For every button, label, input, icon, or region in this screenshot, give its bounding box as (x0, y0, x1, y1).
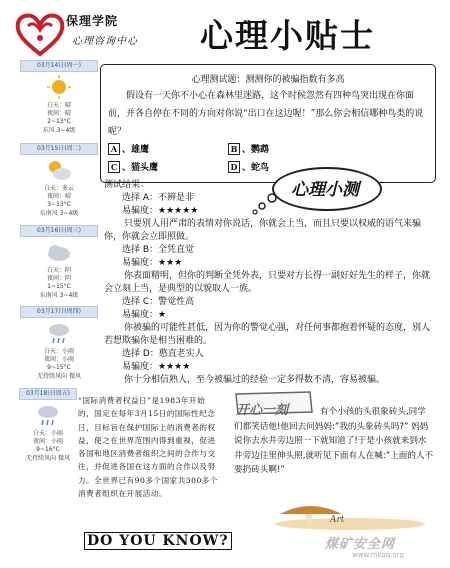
result-b-rate: 易骗度：★★★ (122, 258, 183, 268)
rain-icon (18, 402, 78, 428)
center-name: 保理学院 (66, 14, 119, 28)
weather-night-text: 夜间：晴 (46, 110, 71, 118)
bubble-label: 心理小测 (291, 180, 359, 200)
logo-heart-icon (14, 10, 66, 58)
weather-wind: 无持续风向 微风 (26, 454, 70, 462)
result-a-choice: 选择 A：不辨是非 (122, 193, 195, 203)
weather-day-1 (18, 60, 100, 135)
quiz-question-area (108, 87, 430, 177)
mushroom-illustration-icon (270, 492, 430, 532)
result-a-desc: 只要别人用严肃的表情对你说话，你就会上当，而且只要以权威的语气来骗你，你就会立即照做。 (104, 219, 422, 242)
joke-text: 有个小孩的头很象砖头,同学们都笑话他!他回去问妈妈:”我的头象砖头吗?” 妈妈说你去水井旁边照一下就知道了!于是小孩就来到水井旁边往里伸头照,就听见下面有人在喊:”上面的人不要扔砖头啊!” (234, 407, 434, 475)
result-c-rate: 易骗度：★ (122, 310, 167, 320)
quiz-heading: 心理测试题：测测你的被骗指数有多高 (191, 75, 345, 85)
weather-day-3 (18, 225, 100, 300)
consumer-day-article: “国际消费者权益日”是1983年开始的，国定在每年3月15日的国际性纪念日，目标旨在保护国际上的消费者的权益，使之在世界范围内得到重视，促进各国和地区消费者组织之间的合作与交往，并促进各国在这方面的合作以及努力。全世界已有90多个国家共300多个消费者组织在开展活动。 (78, 396, 218, 499)
weather-night-text: 夜间：晴 (46, 193, 71, 201)
result-d-choice: 选择 D：憨直老实人 (122, 349, 204, 359)
weather-date: 03月16日(周三) (20, 225, 98, 237)
result-b-desc: 你表面精明，但你的判断全凭外表，只要对方长得一副好好先生的样子，你就会立刻上当，是典型的以貌取人一族。 (104, 271, 431, 294)
quiz-options-row-1 (108, 141, 348, 159)
weather-day-4 (18, 306, 100, 381)
weather-date: 03月15日(周二) (20, 143, 98, 155)
result-b-choice: 选择 B：全凭直觉 (122, 245, 195, 255)
weather-temp: 3~13°C (47, 201, 71, 209)
weather-wind: 东南风 3~4级 (39, 209, 79, 217)
weather-wind: 无持续风向 微风 (37, 372, 81, 380)
quiz-option-a: A 、雄鹰 (108, 141, 228, 159)
weather-temp: 9~16°C (36, 446, 60, 454)
do-you-know-banner: DO YOU KNOW? (84, 532, 234, 550)
svg-text:Art: Art (330, 515, 345, 525)
results-title: 测试结果： (104, 180, 150, 190)
quiz-option-b: B 、鹦鹉 (228, 141, 348, 159)
weather-temp: 9~15°C (47, 364, 71, 372)
weather-day-2 (18, 143, 100, 218)
center-subname: 心理咨询中心 (72, 36, 138, 47)
cloud-sun-icon (18, 157, 100, 183)
weather-night-text: 夜间：小雨 (32, 438, 63, 446)
result-c-desc: 你被骗的可能性甚低，因为你的警觉心强，对任何事都抱着怀疑的态度，别人若想欺骗你是相当困难的。 (104, 323, 431, 346)
result-c-choice: 选择 C：警觉性高 (122, 297, 195, 307)
result-d-rate: 易骗度：★★★★ (122, 362, 191, 372)
watermark-url: www.mkaq.org (352, 551, 404, 559)
weather-night-text: 夜间：小雨 (43, 356, 74, 364)
quiz-option-d: D 、蛇鸟 (228, 159, 348, 177)
joke-title: 开心一刻 (236, 403, 289, 418)
page-title: 心理小贴士 (200, 16, 375, 55)
weather-wind: 东风 3~4级 (42, 126, 76, 134)
result-d-desc: 你十分相信熟人，至今被骗过的经验一定多得数不清，容易被骗。 (124, 375, 386, 385)
quiz-option-c: C 、猫头鹰 (108, 159, 228, 177)
sun-icon (18, 74, 100, 100)
weather-day-5 (18, 388, 78, 463)
weather-day-text: 白天：小雨 (43, 348, 74, 355)
weather-temp: 1~15°C (47, 283, 71, 291)
quiz-question: 假设有一天你不小心在森林里迷路，这个时候忽然有四种鸟突出现在你面前，并各自停在不同的方向对你说“出口在这边喔！”那么你会相信哪种鸟类的说呢？ (108, 91, 424, 137)
weather-temp: 2~13°C (47, 118, 71, 126)
cloud-icon (18, 239, 100, 265)
watermark-text: 煤矿安全网 (325, 537, 396, 552)
rain-icon (18, 320, 100, 346)
weather-night-text: 夜间：阴 (46, 275, 71, 283)
weather-date: 03月14日(周一) (20, 60, 98, 72)
weather-day-text: 白天：阴 (46, 267, 71, 274)
weather-day-text: 白天：晴 (46, 102, 71, 109)
result-a-rate: 易骗度：★★★★★ (122, 206, 199, 216)
weather-date: 03月18日(周五) (19, 388, 77, 400)
weather-wind: 东南风 3~4级 (39, 291, 79, 299)
weather-date: 03月17日(周四) (20, 306, 98, 318)
weather-day-text: 白天：小雨 (32, 430, 63, 437)
weather-day-text: 白天：多云 (43, 185, 74, 192)
